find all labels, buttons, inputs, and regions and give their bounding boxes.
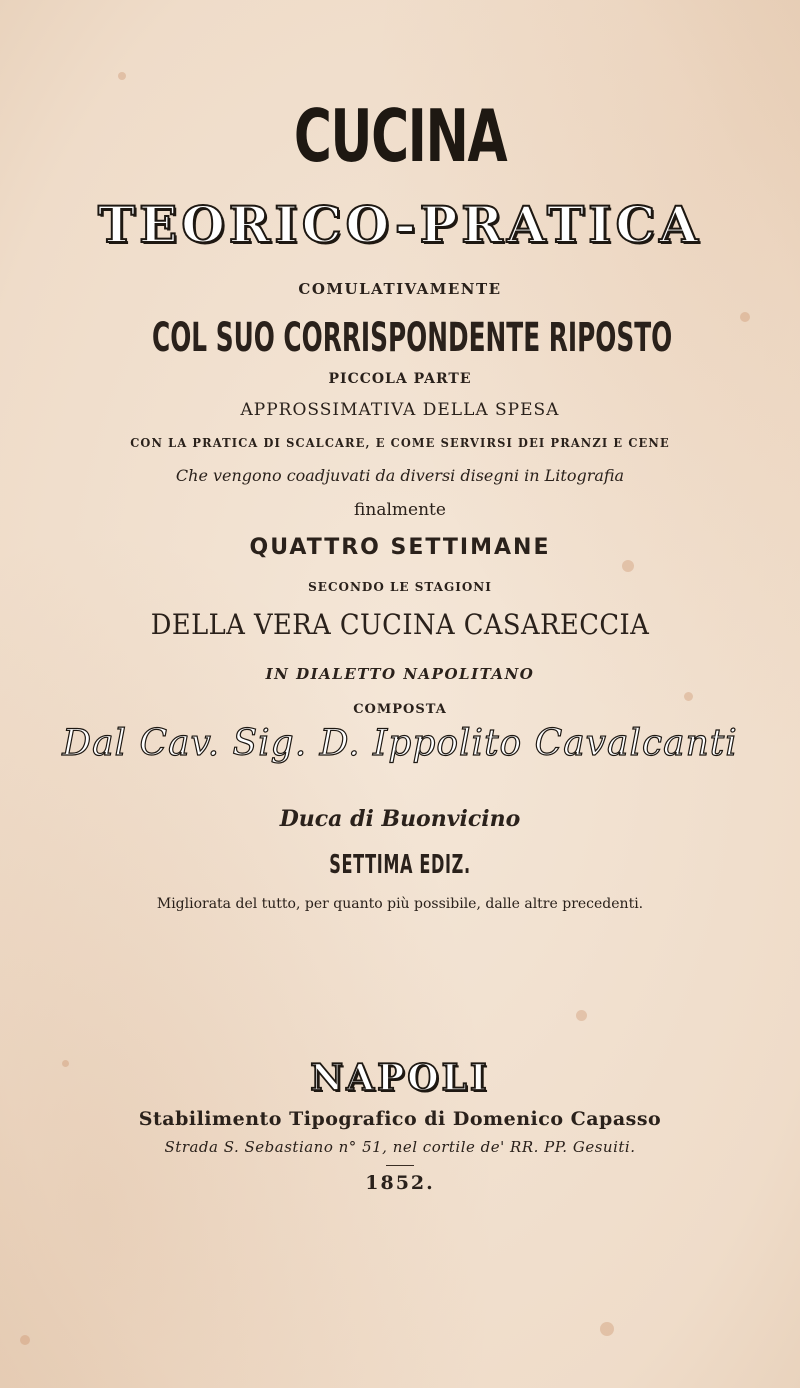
main-title: CUCINA — [293, 94, 507, 178]
edition-note: Migliorata del tutto, per quanto più possibile, dalle altre precedenti. — [156, 896, 644, 912]
title-line-10: DELLA VERA CUCINA CASARECCIA — [150, 608, 650, 641]
edition-label: SETTIMA EDIZ. — [329, 850, 471, 880]
subtitle: TEORICO-PRATICA — [97, 195, 703, 254]
foxing-spot — [20, 1335, 30, 1345]
foxing-spot — [576, 1010, 587, 1021]
author-name: Dal Cav. Sig. D. Ippolito Cavalcanti — [62, 723, 738, 764]
foxing-spot — [740, 312, 750, 322]
title-line-6: Che vengono coadjuvati da diversi disegni in Litografia — [175, 466, 625, 485]
divider — [386, 1165, 414, 1166]
title-line-2: COL SUO CORRISPONDENTE RIPOSTO — [152, 315, 673, 361]
imprint-publisher: Stabilimento Tipografico di Domenico Capasso — [138, 1108, 662, 1130]
title-line-4: APPROSSIMATIVA DELLA SPESA — [240, 400, 560, 420]
title-line-7: finalmente — [354, 500, 446, 520]
imprint-address: Strada S. Sebastiano n° 51, nel cortile de' RR. PP. Gesuiti. — [164, 1138, 636, 1156]
title-line-1: COMULATIVAMENTE — [298, 280, 502, 298]
foxing-spot — [684, 692, 693, 701]
title-line-5: CON LA PRATICA DI SCALCARE, E COME SERVIRSI DEI PRANZI E CENE — [130, 436, 670, 450]
foxing-spot — [622, 560, 634, 572]
imprint-city: NAPOLI — [310, 1057, 490, 1099]
author-title: Duca di Buonvicino — [279, 806, 521, 832]
foxing-spot — [600, 1322, 614, 1336]
title-line-11: IN DIALETTO NAPOLITANO — [265, 665, 535, 683]
title-line-8: QUATTRO SETTIMANE — [249, 535, 551, 560]
title-line-9: SECONDO LE STAGIONI — [308, 580, 492, 594]
foxing-spot — [118, 72, 126, 80]
imprint-year: 1852. — [365, 1172, 435, 1194]
title-line-12: COMPOSTA — [353, 702, 447, 717]
title-line-3: PICCOLA PARTE — [328, 371, 472, 387]
